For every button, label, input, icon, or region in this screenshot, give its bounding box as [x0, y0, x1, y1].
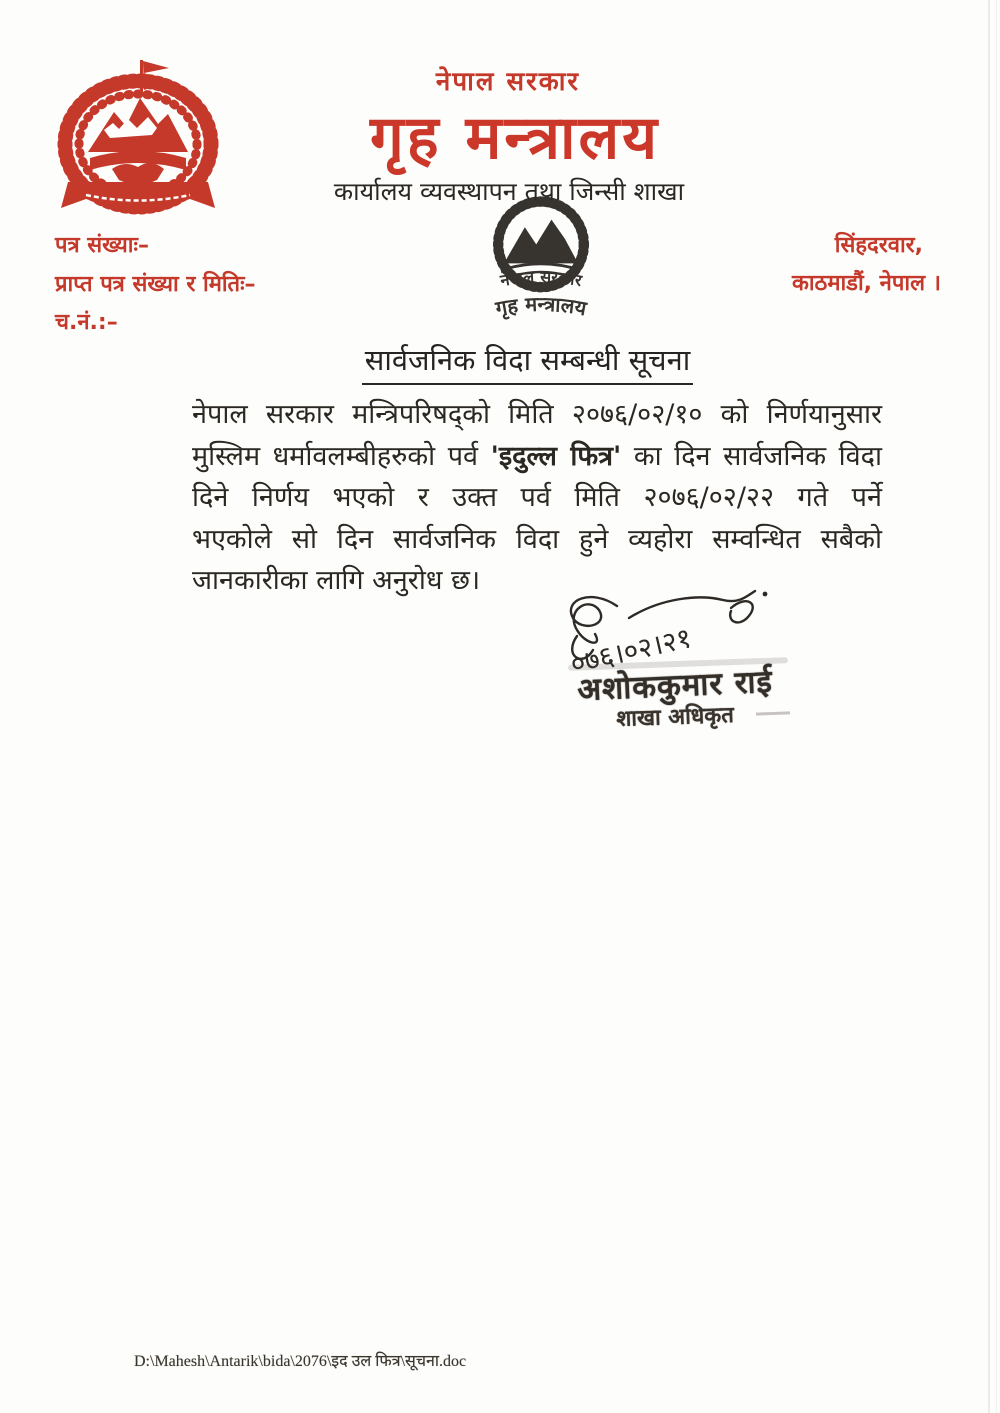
body-line-2-pre: मुस्लिम धर्मावलम्बीहरुको पर्व: [192, 440, 491, 472]
ministry-stamp-icon: [441, 193, 641, 329]
branch-name: कार्यालय व्यवस्थापन तथा जिन्सी शाखा: [333, 177, 685, 206]
ministry-title: गृह मन्त्रालय: [369, 103, 661, 173]
scan-edge-artifact: [988, 0, 990, 1413]
body-line-4: भएकोले सो दिन सार्वजनिक विदा हुने व्यहोरा सम्वन्धित सबैको: [192, 523, 882, 555]
seal-text-ministry: गृह मन्त्रालय: [493, 291, 589, 321]
body-line-1: नेपाल सरकार मन्त्रिपरिषद्को मिति २०७६/०२/१० को निर्णयानुसार: [192, 399, 882, 430]
document-file-path: D:\Mahesh\Antarik\bida\2076\इद उल फित्र\सूचना.doc: [134, 1353, 467, 1370]
body-line-2-post: का दिन सार्वजनिक विदा: [621, 440, 882, 472]
seal-text-government: नेपाल सरकार: [498, 267, 584, 291]
svg-text:गृह मन्त्रालय: [493, 292, 590, 322]
government-name: नेपाल सरकार: [435, 67, 581, 97]
received-letter-label: प्राप्त पत्र संख्या र मितिः–: [55, 271, 256, 297]
letter-body: [192, 394, 882, 602]
festival-name-bold: 'इदुल्ल फित्र': [490, 440, 622, 472]
address-line-1: सिंहदरवार,: [834, 233, 923, 258]
dispatch-number-label: च.नं.:–: [55, 310, 118, 335]
signatory-name-stamp: अशोककुमार राई: [576, 663, 774, 709]
body-line-3: दिने निर्णय भएको र उक्त पर्व मिति २०७६/०२/२२ गते पर्ने: [192, 482, 882, 514]
body-line-2: [192, 436, 882, 478]
scan-edge-artifact-2: [996, 0, 997, 1413]
signatory-title-stamp: शाखा अधिकृत: [615, 702, 735, 733]
body-line-5: जानकारीका लागि अनुरोध छ।: [192, 565, 481, 597]
handwritten-date: ०७६।०२।२१: [567, 620, 695, 681]
address-line-2: काठमाडौं, नेपाल ।: [791, 271, 941, 296]
meta-labels: [55, 227, 256, 343]
letter-number-label: पत्र संख्याः–: [55, 233, 149, 258]
subject-heading: सार्वजनिक विदा सम्बन्धी सूचना: [362, 340, 693, 385]
subject-row: [55, 340, 1000, 385]
